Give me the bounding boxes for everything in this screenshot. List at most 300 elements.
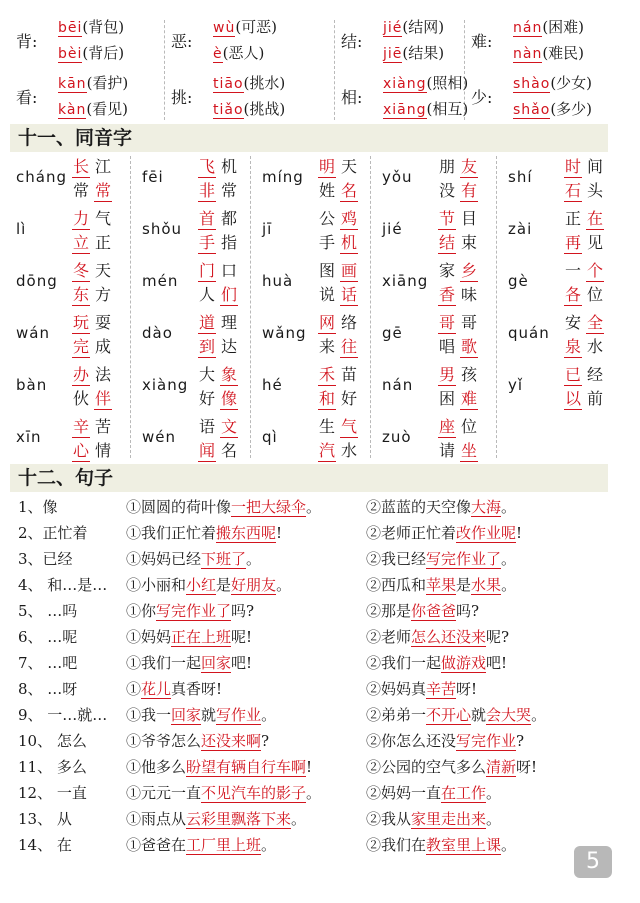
homophone-char: 好 (198, 389, 215, 408)
section-12-header: 十二、句子 (10, 464, 608, 492)
homophone-char: 像 (220, 386, 238, 410)
example-sentence (126, 834, 276, 855)
homophone-char: 生 (318, 417, 335, 436)
homophone-char: 好 (340, 389, 357, 408)
sentence-pattern: 8、 …呀 (18, 680, 78, 698)
sentence-text: ①我一 (126, 706, 172, 724)
column-divider (496, 156, 497, 458)
homophone-char: 水 (340, 441, 357, 460)
sentence-text: ①我们正忙着 (126, 524, 217, 542)
polyphone-reading (213, 16, 277, 37)
sentence-text: 吗? (231, 602, 255, 620)
homophone-char: 节 (438, 206, 456, 230)
homophone-pinyin: jī (262, 220, 273, 238)
homophone-char: 姓 (318, 181, 335, 200)
homophone-pinyin: lì (16, 220, 27, 238)
homophone-char: 结 (438, 230, 456, 254)
example-sentence (366, 756, 537, 777)
homophone-pinyin: hé (262, 376, 283, 394)
homophone-char: 玩 (72, 310, 90, 334)
underlined-phrase: 写完作业了 (156, 602, 232, 620)
sentence-row (18, 704, 618, 730)
sentence-row (18, 626, 618, 652)
pinyin-text: shǎo (513, 102, 551, 118)
homophone-char: 手 (198, 230, 216, 254)
underlined-phrase: 回家 (171, 706, 202, 724)
homophone-char: 困 (438, 389, 455, 408)
homophone-char: 天 (94, 261, 111, 280)
homophone-char: 朋 (438, 157, 455, 176)
underlined-phrase: 搬东西呢 (216, 524, 277, 542)
polyphone-reading (213, 42, 264, 63)
sentence-text: ②老师 (366, 628, 412, 646)
example-sentence (366, 678, 477, 699)
homophone-char: 说 (318, 285, 335, 304)
sentence-text: 。 (291, 810, 307, 828)
homophone-char: 语 (198, 417, 215, 436)
sentence-text: ①圆圆的荷叶像 (126, 498, 232, 516)
pinyin-text: nán (513, 20, 543, 36)
homophone-char: 力 (72, 206, 90, 230)
sentence-text: 吧! (231, 654, 253, 672)
sentence-text: 。 (501, 836, 517, 854)
sentence-row (18, 600, 618, 626)
homophone-pinyin: dōng (16, 272, 58, 290)
pinyin-text: wù (213, 20, 236, 36)
example-sentence (126, 522, 282, 543)
homophone-char: 立 (72, 230, 90, 254)
homophone-char: 办 (72, 362, 90, 386)
homophone-char: 禾 (318, 362, 336, 386)
sentence-text: ? (516, 732, 525, 750)
example-word: (结网) (402, 18, 445, 36)
homophone-char: 孩 (460, 365, 477, 384)
homophone-char: 见 (586, 233, 603, 252)
homophone-char: 伙 (72, 389, 89, 408)
example-word: (挑水) (243, 74, 286, 92)
homophone-char: 天 (340, 157, 357, 176)
pinyin-text: tiǎo (213, 102, 244, 118)
homophone-char: 话 (340, 282, 358, 306)
example-sentence (366, 704, 546, 725)
example-sentence (126, 496, 321, 517)
sentence-pattern: 3、已经 (18, 550, 73, 568)
homophone-char: 经 (586, 365, 603, 384)
underlined-phrase: 怎么还没来 (411, 628, 487, 646)
sentence-text: 是 (456, 576, 472, 594)
example-sentence (126, 574, 291, 595)
sentence-row (18, 808, 618, 834)
sentence-text: 呀! (516, 758, 538, 776)
sentence-text: 呢? (486, 628, 510, 646)
sentence-text: 。 (306, 784, 322, 802)
homophone-char: 间 (586, 157, 603, 176)
polyphone-char: 看: (16, 88, 38, 107)
homophone-char: 一 (564, 261, 581, 280)
underlined-phrase: 改作业呢 (456, 524, 517, 542)
example-word: (背后) (82, 44, 125, 62)
homophone-char: 图 (318, 261, 335, 280)
sentence-row (18, 756, 618, 782)
homophone-pinyin: dào (142, 324, 173, 342)
sentence-text: ! (276, 524, 283, 542)
example-word: (恶人) (222, 44, 265, 62)
sentence-text: ②我从 (366, 810, 412, 828)
polyphone-char: 少: (471, 88, 493, 107)
homophone-char: 江 (94, 157, 111, 176)
example-sentence (126, 730, 269, 751)
example-sentence (366, 782, 501, 803)
homophone-char: 汽 (318, 438, 336, 462)
homophone-char: 气 (340, 414, 358, 438)
column-divider (334, 20, 335, 120)
homophone-grid (10, 152, 608, 462)
homophone-pinyin: wén (142, 428, 177, 446)
homophone-char: 首 (198, 206, 216, 230)
sentence-row (18, 652, 618, 678)
example-word: (相互) (426, 100, 469, 118)
homophone-pinyin: huà (262, 272, 294, 290)
homophone-char: 已 (564, 362, 582, 386)
example-sentence (126, 600, 254, 621)
underlined-phrase: 小红 (186, 576, 217, 594)
polyphone-reading (513, 16, 584, 37)
homophone-char: 目 (460, 209, 477, 228)
sentence-text: ①他多么 (126, 758, 187, 776)
homophone-char: 坐 (460, 438, 478, 462)
underlined-phrase: 还没来啊 (201, 732, 262, 750)
sentence-pattern: 5、 …吗 (18, 602, 78, 620)
polyphone-reading (213, 98, 285, 119)
homophone-char: 男 (438, 362, 456, 386)
homophone-char: 耍 (94, 313, 111, 332)
underlined-phrase: 家里走出来 (411, 810, 487, 828)
pinyin-text: jié (383, 20, 403, 36)
example-sentence (366, 626, 509, 647)
sentence-text: ①妈妈已经 (126, 550, 202, 568)
underlined-phrase: 在工作 (441, 784, 487, 802)
underlined-phrase: 回家 (201, 654, 232, 672)
sentence-text: ②西瓜和 (366, 576, 427, 594)
homophone-char: 个 (586, 258, 604, 282)
polyphone-reading (383, 72, 468, 93)
underlined-phrase: 做游戏 (441, 654, 487, 672)
sentence-text: 。 (306, 498, 322, 516)
polyphone-char: 结: (341, 32, 363, 51)
sentence-text: 。 (486, 810, 502, 828)
underlined-phrase: 清新 (486, 758, 517, 776)
sentence-text: 。 (501, 550, 517, 568)
sentence-text: ②我们在 (366, 836, 427, 854)
homophone-char: 以 (564, 386, 582, 410)
sentence-text: ! (516, 524, 523, 542)
sentence-row (18, 678, 618, 704)
example-sentence (366, 548, 516, 569)
polyphone-reading (58, 16, 124, 37)
homophone-char: 都 (220, 209, 237, 228)
homophone-pinyin: yǐ (508, 376, 524, 394)
example-word: (难民) (542, 44, 585, 62)
column-divider (164, 20, 165, 120)
sentence-pattern: 11、 多么 (18, 758, 87, 776)
sentence-text: 是 (216, 576, 232, 594)
homophone-char: 正 (94, 233, 111, 252)
homophone-pinyin: gè (508, 272, 529, 290)
polyphone-reading (58, 72, 128, 93)
homophone-char: 正 (564, 209, 581, 228)
sentence-row (18, 834, 618, 860)
homophone-char: 东 (72, 282, 90, 306)
sentence-pattern: 2、正忙着 (18, 524, 88, 542)
sentence-pattern: 4、 和…是… (18, 576, 108, 594)
sentence-pattern: 10、 怎么 (18, 732, 87, 750)
underlined-phrase: 不开心 (426, 706, 472, 724)
example-word: (结果) (402, 44, 445, 62)
homophone-pinyin: míng (262, 168, 304, 186)
underlined-phrase: 大海 (471, 498, 502, 516)
homophone-char: 苗 (340, 365, 357, 384)
polyphone-reading (58, 42, 124, 63)
polyphone-char: 恶: (171, 32, 193, 51)
example-sentence (366, 730, 524, 751)
sentence-row (18, 574, 618, 600)
sentence-pattern: 1、像 (18, 498, 58, 516)
homophone-char: 法 (94, 365, 111, 384)
underlined-phrase: 写完作业了 (426, 550, 502, 568)
polyphone-reading (513, 72, 592, 93)
pinyin-text: xiāng (383, 102, 427, 118)
underlined-phrase: 盼望有辆自行车啊 (186, 758, 307, 776)
homophone-pinyin: zuò (382, 428, 412, 446)
example-sentence (126, 626, 252, 647)
sentence-text: ②我已经 (366, 550, 427, 568)
example-sentence (126, 704, 276, 725)
underlined-phrase: 一把大绿伞 (231, 498, 307, 516)
underlined-phrase: 水果 (471, 576, 502, 594)
example-sentence (126, 678, 222, 699)
homophone-char: 苦 (94, 417, 111, 436)
pinyin-text: kān (58, 76, 87, 92)
homophone-char: 歌 (460, 334, 478, 358)
homophone-char: 难 (460, 386, 478, 410)
homophone-char: 没 (438, 181, 455, 200)
example-word: (背包) (82, 18, 125, 36)
homophone-char: 头 (586, 181, 603, 200)
sentence-text: 。 (501, 498, 517, 516)
sentence-pattern: 13、 从 (18, 810, 72, 828)
homophone-char: 机 (220, 157, 237, 176)
sentence-pattern: 7、 …吧 (18, 654, 78, 672)
polyphone-reading (213, 72, 285, 93)
sentence-text: ① (126, 680, 142, 698)
underlined-phrase: 苹果 (426, 576, 457, 594)
homophone-char: 们 (220, 282, 238, 306)
column-divider (250, 156, 251, 458)
homophone-char: 理 (220, 313, 237, 332)
sentence-text: 。 (276, 576, 292, 594)
homophone-char: 常 (72, 181, 89, 200)
sentence-text: ②老师正忙着 (366, 524, 457, 542)
sentence-text: ②弟弟一 (366, 706, 427, 724)
sentence-text: 吧! (486, 654, 508, 672)
sentence-text: ①小丽和 (126, 576, 187, 594)
example-sentence (366, 834, 516, 855)
homophone-pinyin: fēi (142, 168, 164, 186)
sentence-text: ! (306, 758, 313, 776)
homophone-char: 乡 (460, 258, 478, 282)
polyphone-char: 背: (16, 32, 38, 51)
example-sentence (126, 782, 321, 803)
homophone-pinyin: mén (142, 272, 179, 290)
homophone-char: 常 (94, 178, 112, 202)
homophone-char: 位 (586, 285, 603, 304)
sentence-text: ②蓝蓝的天空像 (366, 498, 472, 516)
homophone-char: 网 (318, 310, 336, 334)
homophone-pinyin: xiāng (382, 272, 429, 290)
polyphone-reading (58, 98, 128, 119)
example-sentence (126, 808, 306, 829)
homophone-char: 哥 (438, 310, 456, 334)
polyphone-reading (383, 16, 444, 37)
pinyin-text: nàn (513, 46, 543, 62)
sentence-text: 。 (501, 576, 517, 594)
pinyin-text: xiàng (383, 76, 427, 92)
homophone-pinyin: xiàng (142, 376, 189, 394)
example-sentence (126, 756, 312, 777)
example-sentence (126, 548, 261, 569)
homophone-char: 象 (220, 362, 238, 386)
homophone-char: 时 (564, 154, 582, 178)
homophone-char: 再 (564, 230, 582, 254)
polyphone-reading (513, 98, 592, 119)
homophone-char: 请 (438, 441, 455, 460)
polyphone-table (16, 14, 606, 126)
underlined-phrase: 辛苦 (426, 680, 457, 698)
homophone-char: 名 (220, 441, 237, 460)
homophone-pinyin: bàn (16, 376, 48, 394)
homophone-pinyin: quán (508, 324, 550, 342)
homophone-char: 成 (94, 337, 111, 356)
sentence-text: ②你怎么还没 (366, 732, 457, 750)
homophone-char: 明 (318, 154, 336, 178)
homophone-char: 位 (460, 417, 477, 436)
example-word: (少女) (550, 74, 593, 92)
polyphone-char: 相: (341, 88, 363, 107)
homophone-char: 石 (564, 178, 582, 202)
polyphone-char: 挑: (171, 88, 193, 107)
homophone-pinyin: shí (508, 168, 533, 186)
polyphone-reading (383, 98, 468, 119)
homophone-char: 指 (220, 233, 237, 252)
homophone-char: 友 (460, 154, 478, 178)
example-word: (看护) (86, 74, 129, 92)
homophone-char: 达 (220, 337, 237, 356)
underlined-phrase: 工厂里上班 (186, 836, 262, 854)
pinyin-text: tiāo (213, 76, 244, 92)
page-number-badge: 5 (574, 846, 612, 878)
homophone-char: 文 (220, 414, 238, 438)
homophone-char: 前 (586, 389, 603, 408)
underlined-phrase: 云彩里飘落下来 (186, 810, 292, 828)
example-sentence (366, 574, 516, 595)
column-divider (370, 156, 371, 458)
pinyin-text: kàn (58, 102, 87, 118)
sentence-row (18, 548, 618, 574)
pinyin-text: jiē (383, 46, 403, 62)
homophone-char: 和 (318, 386, 336, 410)
homophone-char: 全 (586, 310, 604, 334)
homophone-char: 安 (564, 313, 581, 332)
homophone-char: 飞 (198, 154, 216, 178)
sentence-text: 呀! (456, 680, 478, 698)
sentence-row (18, 730, 618, 756)
homophone-pinyin: zài (508, 220, 533, 238)
homophone-char: 唱 (438, 337, 455, 356)
polyphone-reading (383, 42, 444, 63)
underlined-phrase: 不见汽车的影子 (201, 784, 307, 802)
homophone-pinyin: shǒu (142, 220, 183, 238)
underlined-phrase: 写完作业 (456, 732, 517, 750)
homophone-char: 完 (72, 334, 90, 358)
sentence-text: 。 (531, 706, 547, 724)
homophone-char: 冬 (72, 258, 90, 282)
sentence-text: 呢! (231, 628, 253, 646)
homophone-char: 往 (340, 334, 358, 358)
homophone-char: 家 (438, 261, 455, 280)
homophone-pinyin: wǎng (262, 324, 307, 342)
underlined-phrase: 下班了 (201, 550, 247, 568)
homophone-pinyin: xīn (16, 428, 42, 446)
homophone-char: 非 (198, 178, 216, 202)
homophone-char: 络 (340, 313, 357, 332)
homophone-pinyin: yǒu (382, 168, 413, 186)
pinyin-text: shào (513, 76, 551, 92)
example-sentence (366, 808, 501, 829)
sentence-text: ②公园的空气多么 (366, 758, 487, 776)
sentence-text: ①爸爸在 (126, 836, 187, 854)
sentence-text: 吗? (456, 602, 480, 620)
example-word: (照相) (426, 74, 469, 92)
example-sentence (366, 522, 522, 543)
homophone-char: 手 (318, 233, 335, 252)
homophone-pinyin: gē (382, 324, 403, 342)
example-word: (困难) (542, 18, 585, 36)
homophone-char: 道 (198, 310, 216, 334)
sentence-row (18, 522, 618, 548)
sentence-pattern: 14、 在 (18, 836, 72, 854)
homophone-pinyin: jié (382, 220, 403, 238)
sentence-text: ①雨点从 (126, 810, 187, 828)
homophone-char: 鸡 (340, 206, 358, 230)
homophone-char: 有 (460, 178, 478, 202)
sentence-text: 。 (261, 706, 277, 724)
homophone-char: 座 (438, 414, 456, 438)
sentence-text: 就 (201, 706, 217, 724)
pinyin-text: è (213, 46, 223, 62)
homophone-pinyin: wán (16, 324, 50, 342)
homophone-char: 公 (318, 209, 335, 228)
sentence-text: ②那是 (366, 602, 412, 620)
polyphone-char: 难: (471, 32, 493, 51)
homophone-char: 方 (94, 285, 111, 304)
example-word: (看见) (86, 100, 129, 118)
column-divider (130, 156, 131, 458)
sentence-text: ? (261, 732, 270, 750)
homophone-char: 情 (94, 441, 111, 460)
sentence-row (18, 496, 618, 522)
sentence-text: ①爷爷怎么 (126, 732, 202, 750)
homophone-char: 人 (198, 285, 215, 304)
